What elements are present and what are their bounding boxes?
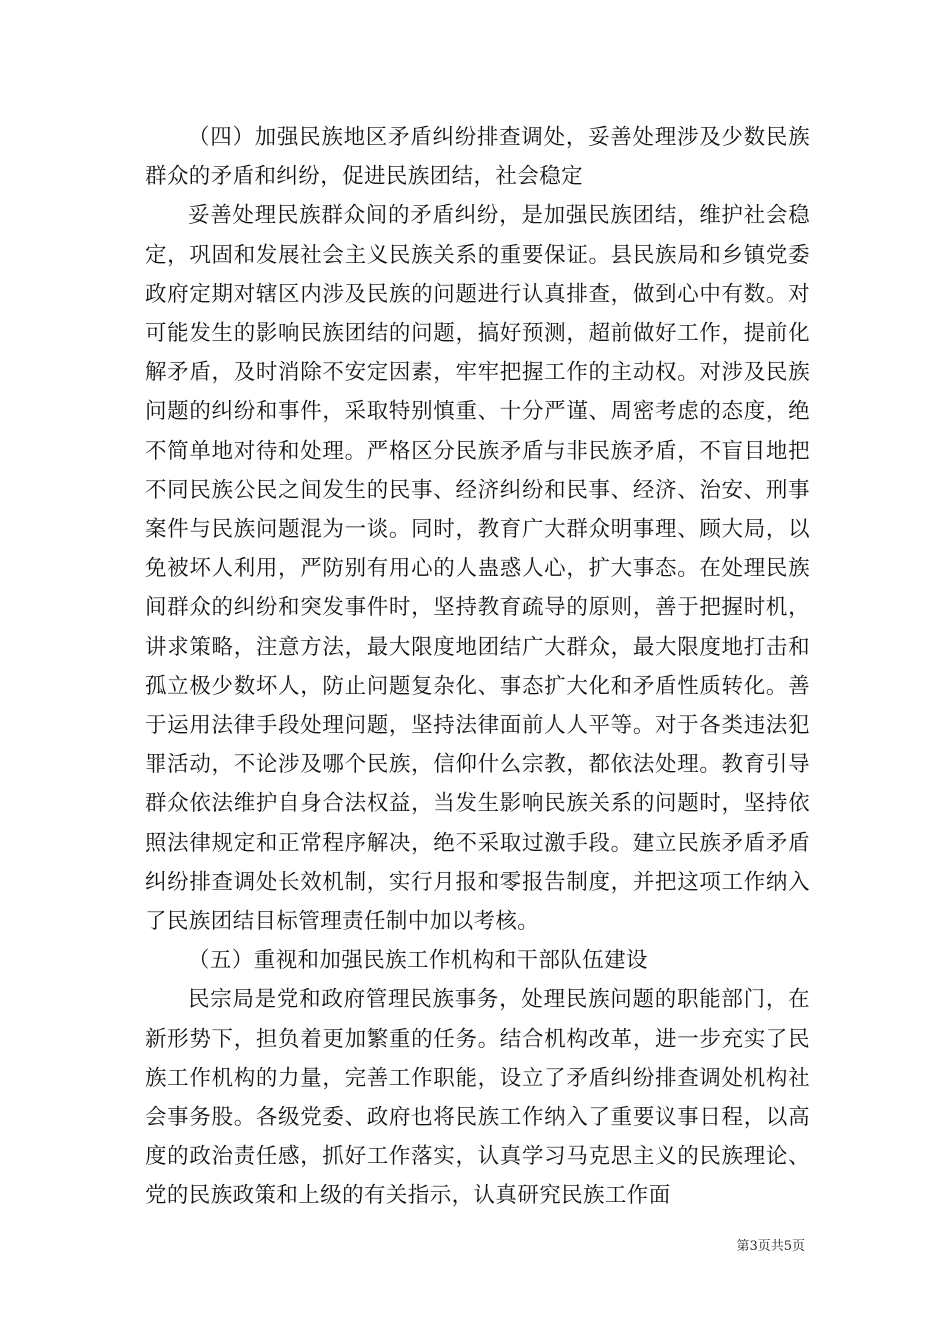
body-paragraph: 民宗局是党和政府管理民族事务，处理民族问题的职能部门，在新形势下，担负着更加繁重的任务。结合机构改革，进一步充实了民族工作机构的力量，完善工作职能，设立了矛盾纠纷排查调处机构社会事务股。各级党委、政府也将民族工作纳入了重要议事日程，以高度的政治责任感，抓好工作落实，认真学习马克思主义的民族理论、党的民族政策和上级的有关指示，认真研究民族工作面 xyxy=(145,987,810,1209)
section-heading-4: （四）加强民族地区矛盾纠纷排查调处，妥善处理涉及少数民族群众的矛盾和纠纷，促进民族团结，社会稳定 xyxy=(145,125,810,190)
body-paragraph: 妥善处理民族群众间的矛盾纠纷，是加强民族团结，维护社会稳定，巩固和发展社会主义民族关系的重要保证。县民族局和乡镇党委政府定期对辖区内涉及民族的问题进行认真排查，做到心中有数。对可能发生的影响民族团结的问题，搞好预测，超前做好工作，提前化解矛盾，及时消除不安定因素，牢牢把握工作的主动权。对涉及民族问题的纠纷和事件，采取特别慎重、十分严谨、周密考虑的态度，绝不简单地对待和处理。严格区分民族矛盾与非民族矛盾，不盲目地把不同民族公民之间发生的民事、经济纠纷和民事、经济、治安、刑事案件与民族问题混为一谈。同时，教育广大群众明事理、顾大局，以免被坏人利用，严防别有用心的人蛊惑人心，扩大事态。在处理民族间群众的纠纷和突发事件时，坚持教育疏导的原则，善于把握时机，讲求策略，注意方法，最大限度地团结广大群众，最大限度地打击和孤立极少数坏人，防止问题复杂化、事态扩大化和矛盾性质转化。善于运用法律手段处理问题，坚持法律面前人人平等。对于各类违法犯罪活动，不论涉及哪个民族，信仰什么宗教，都依法处理。教育引导群众依法维护自身合法权益，当发生影响民族关系的问题时，坚持依照法律规定和正常程序解决，绝不采取过激手段。建立民族矛盾矛盾纠纷排查调处长效机制，实行月报和零报告制度，并把这项工作纳入了民族团结目标管理责任制中加以考核。 xyxy=(145,203,810,935)
page-number-footer: 第3页共5页 xyxy=(736,1239,805,1254)
section-heading-5: （五）重视和加强民族工作机构和干部队伍建设 xyxy=(188,948,648,974)
document-body xyxy=(145,118,810,1216)
